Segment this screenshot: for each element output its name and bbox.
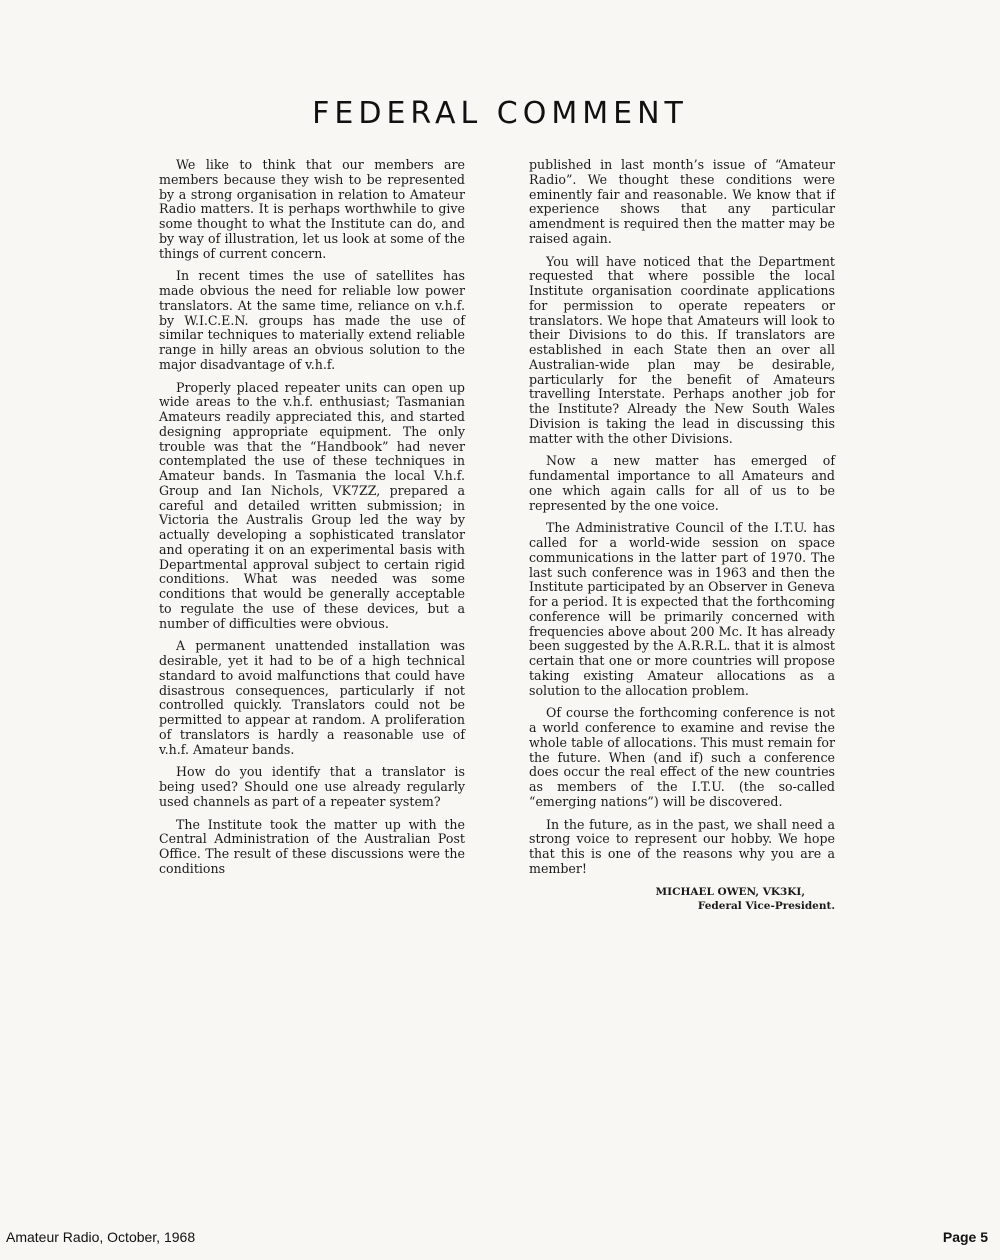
paragraph: We like to think that our members are members because they wish to be represented by a strong organisation in relation to Amateur Radio matters. It is perhaps worthwhile to give some thought to what the Institute can do, and by way of illustration, let us look at some of the things of current concern. (159, 157, 465, 261)
paragraph: The Administrative Council of the I.T.U. has called for a world-wide session on space communications in the latter part of 1970. The last such conference was in 1963 and then the Institute participated by an Observer in Geneva for a period. It is expected that the forthcoming conference will be primarily concerned with frequencies above about 200 Mc. It has already been suggested by the A.R.R.L. that it is almost certain that one or more countries will propose taking existing Amateur allocations as a solution to the allocation problem. (529, 520, 835, 698)
paragraph: In the future, as in the past, we shall need a strong voice to represent our hobby. We hope that this is one of the reasons why you are a member! (529, 816, 835, 876)
paragraph: The Institute took the matter up with the Central Administration of the Australian Post Office. The result of these discussions were the conditions (159, 816, 465, 876)
left-column (159, 158, 465, 885)
signature-position: Federal Vice-President. (697, 899, 835, 912)
paragraph: Properly placed repeater units can open up wide areas to the v.h.f. enthusiast; Tasmanian Amateurs readily appreciated this, and started designing appropriate equipment. The only trouble was that the “Handbook” had never contemplated the use of these techniques in Amateur bands. In Tasmania the local V.h.f. Group and Ian Nichols, VK7ZZ, prepared a careful and detailed written submission; in Victoria the Australis Group led the way by actually developing a sophisticated translator and operating it on an experimental basis with Departmental approval subject to certain rigid conditions. What was needed was some conditions that would be generally acceptable to regulate the use of these devices, but a number of difficulties were obvious. (159, 379, 465, 631)
page-number: Page 5 (942, 1229, 988, 1245)
page-title: FEDERAL COMMENT (312, 96, 688, 131)
paragraph: In recent times the use of satellites has made obvious the need for reliable low power translators. At the same time, reliance on v.h.f. by W.I.C.E.N. groups has made the use of similar techniques to materially extend reliable range in hilly areas an obvious solution to the major disadvantage of v.h.f. (159, 268, 465, 372)
footer-publication: Amateur Radio, October, 1968 (6, 1229, 196, 1245)
paragraph: How do you identify that a translator is being used? Should one use already regularly used channels as part of a repeater system? (159, 764, 465, 809)
signature-name: MICHAEL OWEN, VK3KI, (655, 885, 805, 898)
right-column (529, 158, 835, 913)
paragraph: Of course the forthcoming conference is not a world conference to examine and revise the whole table of allocations. This must remain for the future. When (and if) such a conference does occur the real effect of the new countries as members of the I.T.U. (the so-called “emerging nations”) will be discovered. (529, 705, 835, 809)
signature-block (529, 885, 835, 913)
paragraph: Now a new matter has emerged of fundamental importance to all Amateurs and one which again calls for all of us to be represented by the one voice. (529, 453, 835, 513)
paragraph: A permanent unattended installation was desirable, yet it had to be of a high technical standard to avoid malfunctions that could have disastrous consequences, particularly if not controlled quickly. Translators could not be permitted to appear at random. A proliferation of translators is hardly a reasonable use of v.h.f. Amateur bands. (159, 638, 465, 757)
paragraph: You will have noticed that the Department requested that where possible the local Institute organisation coordinate applications for permission to operate repeaters or translators. We hope that Amateurs will look to their Divisions to do this. If translators are established in each State then an over all Australian-wide plan may be desirable, particularly for the benefit of Amateurs travelling Interstate. Perhaps another job for the Institute? Already the New South Wales Division is taking the lead in discussing this matter with the other Divisions. (529, 253, 835, 446)
paragraph-continuation: published in last month’s issue of “Amateur Radio”. We thought these conditions were eminently fair and reasonable. We know that if experience shows that any particular amendment is required then the matter may be raised again. (529, 157, 835, 246)
